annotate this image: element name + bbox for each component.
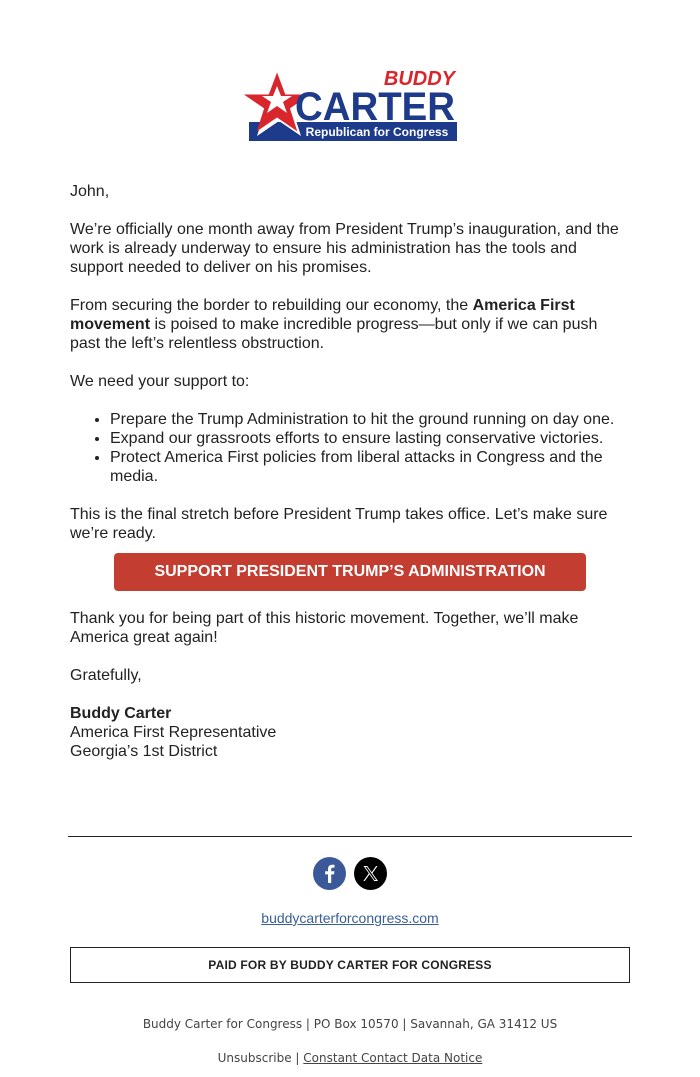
logo-last-name: CARTER [295, 85, 456, 129]
signer-title: America First Representative [70, 724, 277, 741]
list-item: • Expand our grassroots efforts to ensure lasting conservative victories. [110, 429, 630, 448]
paid-for-disclaimer: PAID FOR BY BUDDY CARTER FOR CONGRESS [70, 947, 630, 983]
paragraph-thank-you: Thank you for being part of this historic movement. Together, we’ll make America great again! [70, 610, 579, 646]
social-links [313, 857, 387, 891]
america-first-movement-text: America First movement [70, 297, 575, 333]
signer-district: Georgia’s 1st District [70, 743, 218, 760]
footer-divider [68, 836, 632, 837]
greeting: John, [70, 183, 110, 200]
mailing-address: Buddy Carter for Congress | PO Box 10570 | Savannah, GA 31412 US [142, 1017, 558, 1031]
paragraph-intro: We’re officially one month away from President Trump’s inauguration, and the work is already underway to ensure his administration has the tools and support needed to deliver on his promises. [70, 221, 619, 276]
email-body [70, 182, 630, 761]
support-administration-button[interactable]: SUPPORT PRESIDENT TRUMP’S ADMINISTRATION [114, 553, 586, 591]
signature-block [70, 704, 630, 761]
link-separator: | [291, 1051, 304, 1065]
support-list [70, 410, 630, 486]
paragraph-text: From securing the border to rebuilding our economy, the [70, 297, 473, 314]
logo-tagline: Republican for Congress [305, 125, 449, 139]
facebook-link[interactable] [313, 857, 346, 890]
data-notice-link[interactable]: Constant Contact Data Notice [303, 1051, 483, 1065]
x-icon [354, 857, 387, 890]
cta-container [114, 553, 586, 591]
x-link[interactable] [354, 857, 387, 890]
paragraph-final-stretch: This is the final stretch before President Trump takes office. Let’s make sure we’re ready. [70, 506, 608, 542]
list-item: • Protect America First policies from liberal attacks in Congress and the media. [110, 448, 630, 486]
paragraph-text: is poised to make incredible progress—but only if we can push past the left’s relentless obstruction. [70, 316, 598, 352]
campaign-logo [243, 66, 459, 144]
paragraph-america-first [70, 296, 630, 353]
unsubscribe-link[interactable]: Unsubscribe [217, 1051, 292, 1065]
footer-links [0, 1050, 700, 1066]
signer-name: Buddy Carter [70, 705, 172, 722]
facebook-icon [313, 857, 346, 890]
closing: Gratefully, [70, 667, 142, 684]
logo-first-name: BUDDY [383, 68, 455, 90]
paragraph-support: We need your support to: [70, 373, 250, 390]
website-link[interactable]: buddycarterforcongress.com [261, 910, 439, 926]
website-link-container [0, 909, 700, 927]
list-item: • Prepare the Trump Administration to hit the ground running on day one. [110, 410, 630, 429]
